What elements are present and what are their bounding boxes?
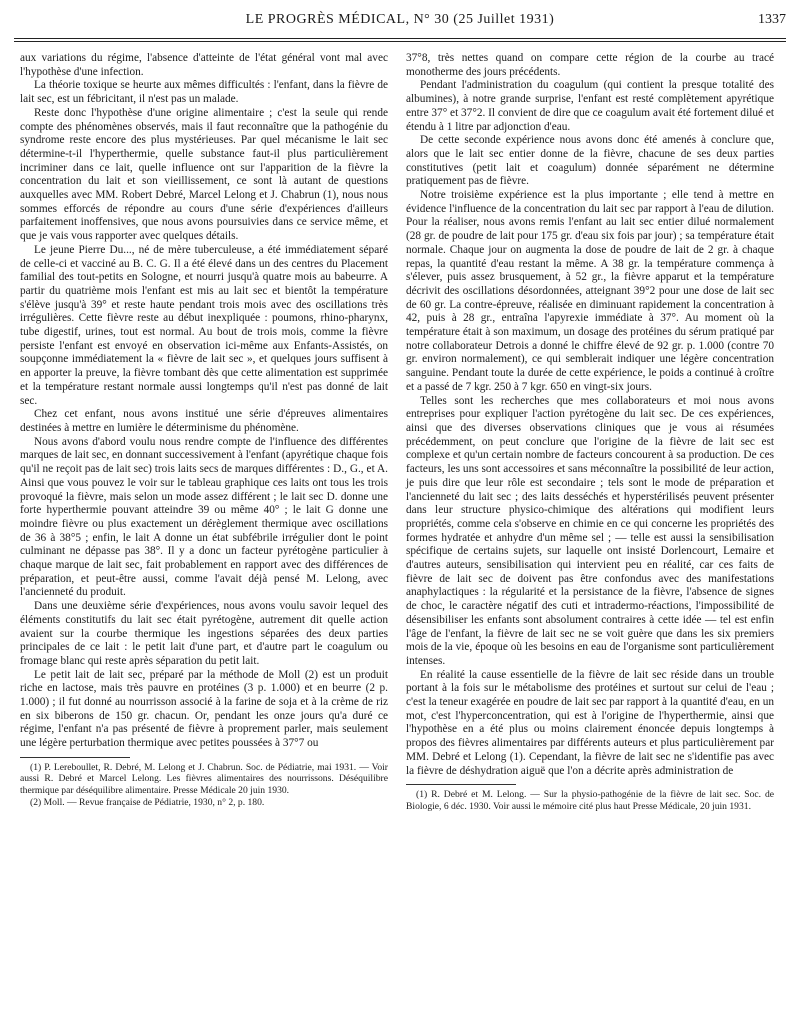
footnotes <box>20 762 388 808</box>
paragraph: aux variations du régime, l'absence d'atteinte de l'état général vont mal avec l'hypothèse d'une infection. <box>20 52 388 78</box>
footnote-rule <box>20 757 130 758</box>
paragraph: La théorie toxique se heurte aux mêmes difficultés : l'enfant, dans la fièvre de lait sec, est un fébricitant, il n'est pas un malade. <box>20 79 388 106</box>
left-column <box>20 52 388 808</box>
paragraph: Dans une deuxième série d'expériences, nous avons voulu savoir lequel des éléments constitutifs du lait sec était pyrétogène, autrement dit quelle action avaient sur la courbe thermique les ingestions séparées des deux parties principales de ce lait : le petit lait d'une part, et d'autre part le coagulum ou fromage blanc qui reste après séparation du petit lait. <box>20 600 388 667</box>
paragraph: En réalité la cause essentielle de la fièvre de lait sec réside dans un trouble portant à la fois sur le métabolisme des protéines et surtout sur celui de l'eau ; c'est la teneur exagérée en poudre de lait sec par rapport à la quantité d'eau, en un mot, c'est l'hyperconcentration, qui est à l'origine de l'hyperthermie, ainsi que l'hypothèse en a été plus ou moins clairement énoncée depuis longtemps à propos des fièvres alimentaires par différents auteurs et plus particulièrement par MM. Debré et Lelong (1). Cependant, la fièvre de lait sec ne s'identifie pas avec la fièvre de déshydration aiguë que l'on a décrite après administration de <box>406 668 774 777</box>
paragraph: Telles sont les recherches que mes collaborateurs et moi nous avons entreprises pour expliquer l'action pyrétogène du lait sec. De ces expériences, ainsi que des diverses observations cliniques que je vous ai résumées précédemment, on peut conclure que l'origine de la fièvre de lait sec est complexe et qu'un certain nombre de facteurs concourent à sa production. De ces facteurs, les uns sont accessoires et sans méconnaître la possibilité de leur action, je puis dire que leur rôle est secondaire ; tels sont le mode de préparation et l'ancienneté du lait sec ; des laits desséchés et hyperstérilisés peuvent présenter dans leur structure physico-chimique des altérations qui modifient leurs propriétés, comme cela s'observe en chimie en ce qui concerne les propriétés des formes hydratée et anhydre d'un même sel ; — telle est aussi la sensibilisation spécifique de certains sujets, sur laquelle ont insisté Dorlencourt, Lemaire et d'autres auteurs, sensibilisation qui intervient peu en réalité, car ces faits de fièvre de lait sec de doivent pas être confondus avec des manifestations anaphylactiques : la régularité et la persistance de la fièvre, l'absence de signes de choc, le caractère négatif des cuti et intradermo-réactions, l'impossibilité de désensibiliser les enfants sont absolument contraires à cette idée — tel est enfin l'âge de l'enfant, la fièvre de lait sec ne se voit guère que dans les six premiers mois de la vie, époque où les besoins en eau de l'organisme sont particulièrement intenses. <box>406 394 774 667</box>
paragraph: Le jeune Pierre Du..., né de mère tuberculeuse, a été immédiatement séparé de celle-ci et vacciné au B. C. G. Il a été élevé dans un des centres du Placement familial des tout-petits en Sologne, et nourri jusqu'à quatre mois au babeurre. A partir du quatrième mois l'enfant est mis au lait sec et bientôt la température s'élève jusqu'à 39° et reste haute pendant trois mois avec des oscillations très irrégulières. Cette fièvre reste au début inexpliquée : poumons, rhino-pharynx, tube digestif, urines, tout est normal. Au bout de trois mois, comme la fièvre persiste l'enfant est envoyé en observation ici-même aux Enfants-Assistés, on soupçonne immédiatement la « fièvre de lait sec », et quelques jours suffisent à en apporter la preuve, la fièvre tombant dès que cette alimentation est supprimée et la température restant normale aussi longtemps qu'il n'est pas donné de lait sec. <box>20 243 388 407</box>
paragraph: Pendant l'administration du coagulum (qui contient la presque totalité des albumines), à notre grande surprise, l'enfant est resté complètement apyrétique entre 37° et 37°2. Il convient de dire que ce coagulum avait été fortement dilué et étendu à 1 litre par adjonction d'eau. <box>406 79 774 133</box>
paragraph: Chez cet enfant, nous avons institué une série d'épreuves alimentaires destinées à mettre en lumière le déterminisme du phénomène. <box>20 408 388 434</box>
footnote: (1) P. Lereboullet, R. Debré, M. Lelong et J. Chabrun. Soc. de Pédiatrie, mai 1931. — Voir aussi R. Debré et Marcel Lelong. Les fièvres alimentaires des nourrissons. Déséquilibre thermique par déséquilibre alimentaire. Presse Médicale 20 juin 1930. <box>20 761 388 797</box>
paragraph: 37°8, très nettes quand on compare cette région de la courbe au tracé monotherme des jours précédents. <box>406 52 774 78</box>
right-column <box>406 52 774 812</box>
paragraph: Nous avons d'abord voulu nous rendre compte de l'influence des différentes marques de lait sec, en donnant successivement à l'enfant (apyrétique chaque fois qu'il ne reçoit pas de lait sec) trois laits secs de marques différentes : D., G., et A. Ainsi que vous pouvez le voir sur le tableau graphique ces laits ont tous les trois provoqué la fièvre, mais selon un mode assez différent ; le lait sec D. donne une forte hyperthermie pouvant atteindre 39 ou même 40° ; le lait G donne une moindre fièvre ou plus exactement un dérèglement thermique avec oscillations de 36 à 38°5 ; enfin, le lait A donne un état subfébrile irrégulier dont le point culminant ne dépasse pas 38°. Il y a donc un facteur pyrétogène particulier à chaque marque de lait sec, fait probablement en rapport avec des différences de préparation, et peut-être aussi, comme l'avait déjà pensé M. Lelong, avec l'ancienneté du produit. <box>20 435 388 599</box>
footnote: (1) R. Debré et M. Lelong. — Sur la physio-pathogénie de la fièvre de lait sec. Soc. de Biologie, 6 déc. 1930. Voir aussi le mémoire cité plus haut Presse Médicale, 20 juin 1931. <box>406 789 774 812</box>
paragraph: De cette seconde expérience nous avons donc été amenés à conclure que, alors que le lait sec entier donne de la fièvre, chacune de ses deux parties constitutives (petit lait et coagulum) donnée séparément ne détermine pratiquement pas de fièvre. <box>406 134 774 188</box>
footnote: (2) Moll. — Revue française de Pédiatrie, 1930, n° 2, p. 180. <box>30 796 265 808</box>
paragraph: Notre troisième expérience est la plus importante ; elle tend à mettre en évidence l'influence de la concentration du lait sec par rapport à l'eau de dilution. Pour la réaliser, nous avons remis l'enfant au lait sec entier dilué normalement (28 gr. de poudre de lait pour 175 gr. d'eau six fois par jour) ; sa température était normale. Chaque jour on augmenta la dose de poudre de lait de 2 gr. à chaque repas, la quantité d'eau restant la même. A 38 gr. la température commença à s'élever, puis assez brusquement, à 52 gr., la fièvre apparut et la température décrivit des oscillations désordonnées, atteignant 39°2 pour une dose de lait sec de 60 gr. La contre-épreuve, réalisée en diminuant rapidement la concentration à 42, puis à 28 gr., entraîna l'apyrexie immédiate à 37°. Au moment où la température était à son maximum, un dosage des protéines du sérum pratiqué par notre collaborateur Detrois a donné le chiffre élevé de 92 gr. p. 1.000 (contre 70 gr. environ normalement), ce qui semblerait indiquer une légère concentration sanguine. Pendant toute la durée de cette expérience, le poids a continué à croître et a passé de 7 kgr. 250 à 7 kgr. 650 en vingt-six jours. <box>406 189 774 393</box>
journal-title: LE PROGRÈS MÉDICAL, N° 30 (25 Juillet 1931) <box>245 12 555 27</box>
footnotes <box>406 789 774 812</box>
header-rule-thin <box>14 41 786 42</box>
header-rule <box>14 38 786 39</box>
paragraph: Reste donc l'hypothèse d'une origine alimentaire ; c'est la seule qui rende compte des phénomènes observés, mais il faut reconnaître que la pathogénie du syndrome reste encore des plus mystérieuses. Par quel mécanisme le lait sec détermine-t-il l'hyperthermie, quelle substance faut-il plus particulièrement incriminer dans ce lait, quelle influence ont sur l'apparition de la fièvre la concentration du lait et son vieillissement, ce sont là autant de questions auxquelles avec MM. Robert Debré, Marcel Lelong et J. Chabrun (1), nous nous sommes efforcés de répondre au cours d'une série d'expériences d'ailleurs parfaitement inoffensives, que nous avons poursuivies dans ce service même, et que je vais vous rapporter avec quelques détails. <box>20 106 388 243</box>
paragraph: Le petit lait de lait sec, préparé par la méthode de Moll (2) est un produit riche en lactose, mais très pauvre en protéines (3 p. 1.000) et en beurre (2 p. 1.000) ; il fut donné au nourrisson associé à la farine de soja et à la crème de riz en six biberons de 150 gr. chacun. Or, pendant les onze jours qu'a duré ce régime, l'enfant n'a pas présenté de fièvre à proprement parler, mais seulement une légère perturbation thermique avec petites poussées à 37°7 ou <box>20 668 388 750</box>
page-number: 1337 <box>758 12 786 27</box>
footnote-rule <box>406 784 516 785</box>
running-header <box>14 12 786 30</box>
